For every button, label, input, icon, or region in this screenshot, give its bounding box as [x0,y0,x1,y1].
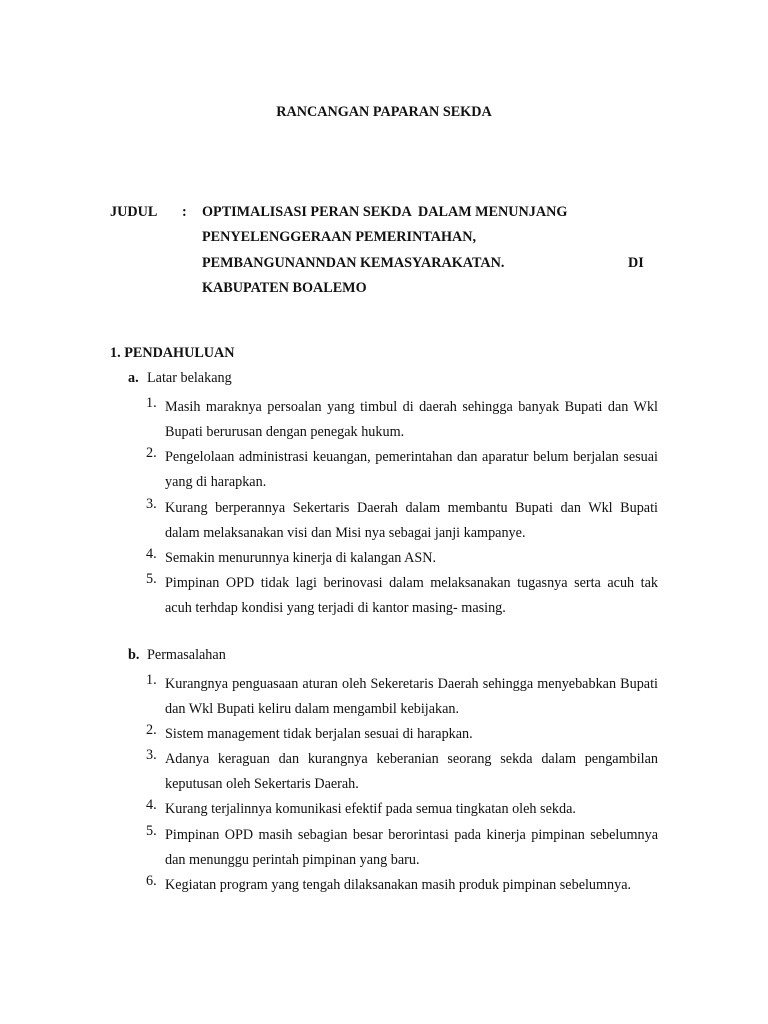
judul-line: OPTIMALISASI PERAN SEKDA DALAM MENUNJANG [202,204,568,220]
judul-label: JUDUL [110,204,158,220]
list-item-number: 2. [146,445,157,461]
list-item-text: Masih maraknya persoalan yang timbul di daerah sehingga banyak Bupati dan Wkl Bupati berurusan dengan penegak hukum. [165,399,658,441]
document-title: RANCANGAN PAPARAN SEKDA [276,104,492,120]
judul-colon: : [182,204,187,220]
subsection-label: Permasalahan [147,647,226,663]
list-item-text: Semakin menurunnya kinerja di kalangan ASN. [165,550,437,566]
list-item-text: Kurang terjalinnya komunikasi efektif pada semua tingkatan oleh sekda. [165,801,576,817]
judul-di: DI [628,255,644,271]
list-item-text: Pimpinan OPD masih sebagian besar berorintasi pada kinerja pimpinan sebelumnya dan menunggu perintah pimpinan yang baru. [165,827,658,869]
list-item [146,445,658,496]
list-item [146,722,658,747]
list-item-number: 3. [146,747,157,763]
subsection-b [128,647,226,664]
list-item-text: Pimpinan OPD tidak lagi berinovasi dalam melaksanakan tugasnya serta acuh tak acuh terhdap kondisi yang terjadi di kantor masing- masing. [165,575,658,617]
list-item [146,395,658,446]
list-item [146,496,658,547]
list-item-text: Kegiatan program yang tengah dilaksanakan masih produk pimpinan sebelumnya. [165,877,632,893]
list-item-number: 4. [146,797,157,813]
list-item [146,571,658,622]
list-item-text: Kurangnya penguasaan aturan oleh Sekeretaris Daerah sehingga menyebabkan Bupati dan Wkl Bupati keliru dalam mengambil kebijakan. [165,676,658,718]
list-item-number: 5. [146,823,157,839]
subsection-marker: a. [128,370,139,386]
list-item-text: Pengelolaan administrasi keuangan, pemerintahan dan aparatur belum berjalan sesuai yang di harapkan. [165,449,658,491]
list-item-number: 6. [146,873,157,889]
list-item-text: Adanya keraguan dan kurangnya keberanian seorang sekda dalam pengambilan keputusan oleh Sekertaris Daerah. [165,751,658,793]
list-item [146,797,658,822]
list-item-number: 2. [146,722,157,738]
list-item-text: Sistem management tidak berjalan sesuai di harapkan. [165,726,473,742]
list-item-number: 3. [146,496,157,512]
list-item [146,672,658,723]
list-item [146,823,658,874]
judul-line: PENYELENGGERAAN PEMERINTAHAN, [202,229,477,245]
judul-line: KABUPATEN BOALEMO [202,280,367,296]
subsection-label: Latar belakang [147,370,232,386]
list-item [146,873,658,898]
list-item [146,747,658,798]
subsection-a [128,370,232,387]
list-item-number: 5. [146,571,157,587]
list-item-number: 1. [146,395,157,411]
judul-line: PEMBANGUNANNDAN KEMASYARAKATAN. [202,255,505,271]
list-item-number: 1. [146,672,157,688]
section-heading: 1. PENDAHULUAN [110,345,235,361]
subsection-marker: b. [128,647,140,663]
list-item [146,546,658,571]
list-item-number: 4. [146,546,157,562]
list-item-text: Kurang berperannya Sekertaris Daerah dalam membantu Bupati dan Wkl Bupati dalam melaksanakan visi dan Misi nya sebagai janji kampanye. [165,500,658,542]
